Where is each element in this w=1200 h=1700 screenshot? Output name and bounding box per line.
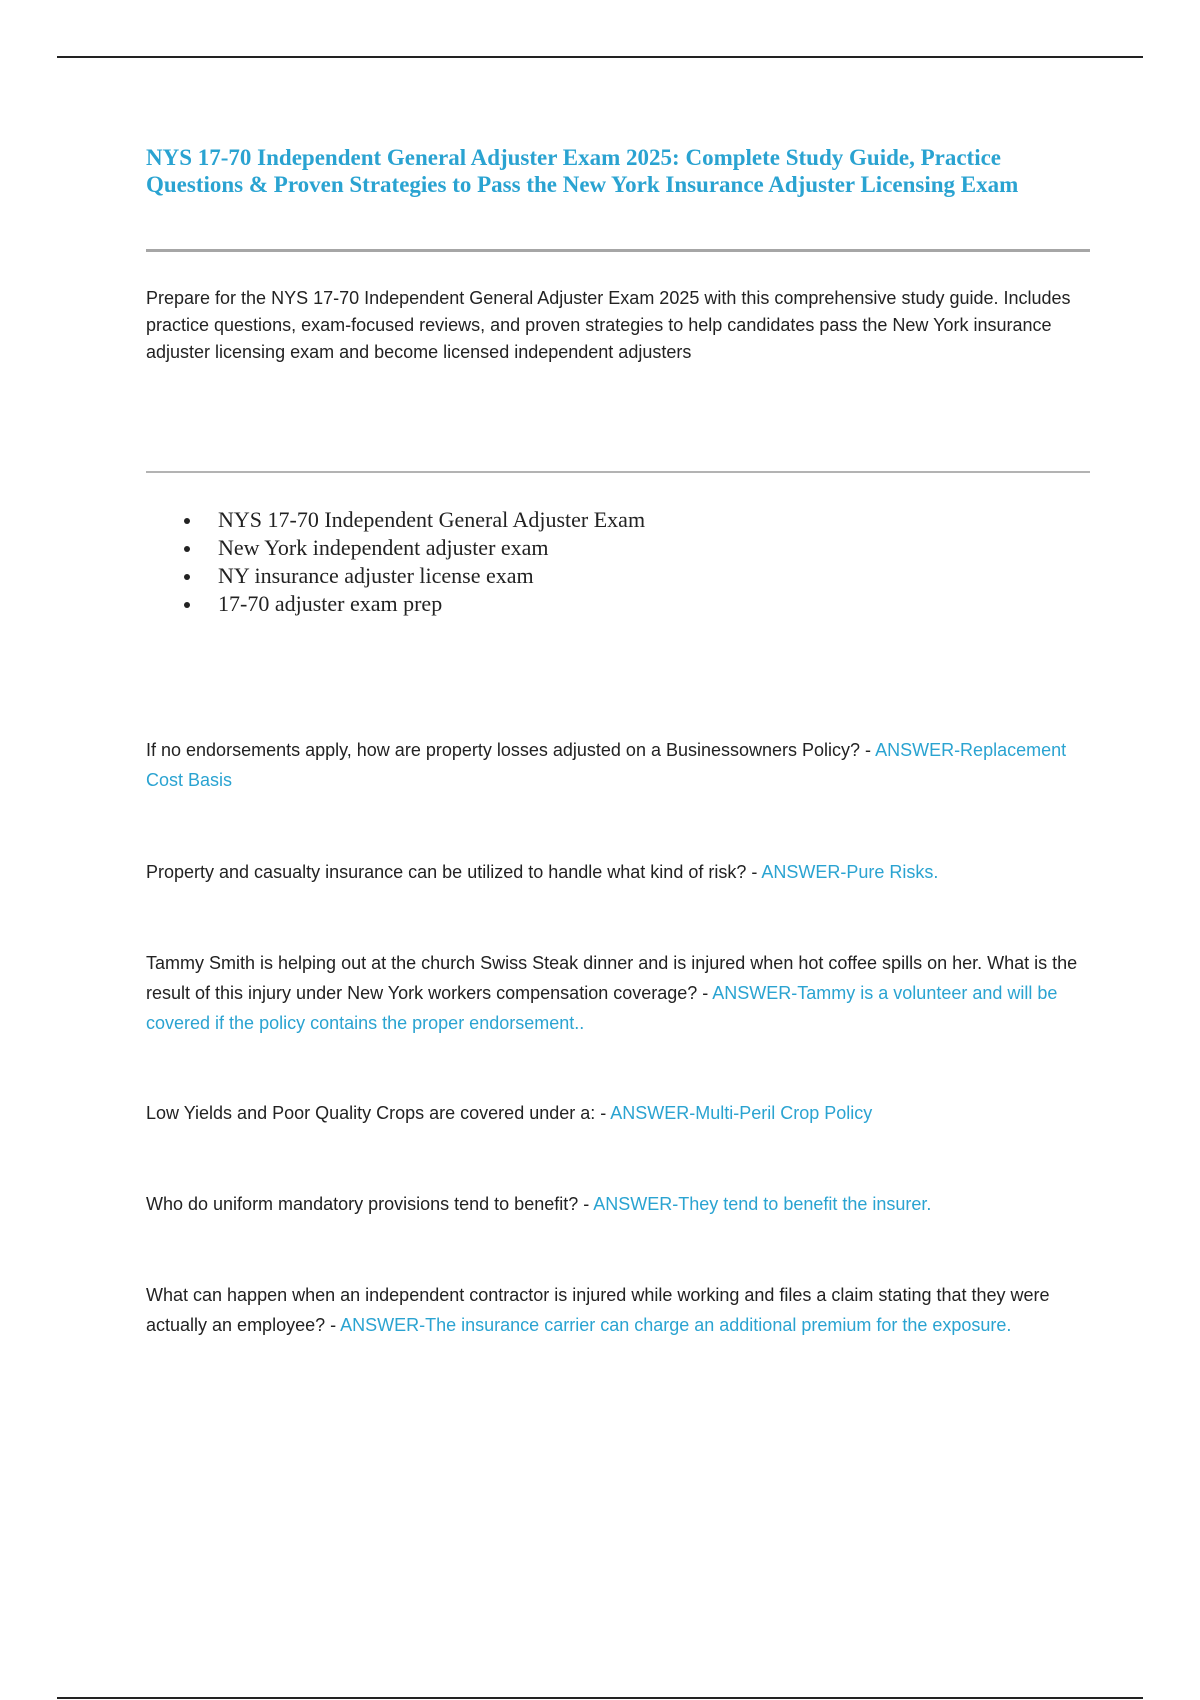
qa-item [146,1280,1090,1340]
qa-question: Property and casualty insurance can be utilized to handle what kind of risk? - [146,862,762,882]
page-top-rule [57,56,1143,58]
intro-paragraph: Prepare for the NYS 17-70 Independent General Adjuster Exam 2025 with this comprehensive study guide. Includes practice questions, exam-focused reviews, and proven strategies to help candidates pass the New York insurance adjuster licensing exam and become licensed independent adjusters [146,288,1071,362]
keyword-list [184,506,645,618]
keyword-item: New York independent adjuster exam [184,534,645,562]
qa-question: If no endorsements apply, how are property losses adjusted on a Businessowners Policy? - [146,740,876,760]
page-bottom-rule [57,1697,1143,1699]
qa-item [146,948,1090,1038]
qa-question: Low Yields and Poor Quality Crops are covered under a: - [146,1103,611,1123]
qa-item [146,857,1090,887]
qa-answer: ANSWER-Replacement Cost Basis [146,740,1067,790]
qa-item [146,1098,1090,1128]
qa-answer: ANSWER-Tammy is a volunteer and will be covered if the policy contains the proper endorsement.. [146,983,1058,1033]
qa-answer: ANSWER-Multi-Peril Crop Policy [610,1103,873,1123]
qa-question: What can happen when an independent contractor is injured while working and files a claim stating that they were actually an employee? - [146,1285,1050,1335]
qa-question: Who do uniform mandatory provisions tend to benefit? - [146,1194,594,1214]
qa-answer: ANSWER-Pure Risks. [761,862,939,882]
qa-item [146,1189,1090,1219]
qa-answer: ANSWER-The insurance carrier can charge an additional premium for the exposure. [340,1315,1012,1335]
keyword-item: 17-70 adjuster exam prep [184,590,645,618]
keyword-item: NYS 17-70 Independent General Adjuster Exam [184,506,645,534]
title-divider [146,249,1090,252]
qa-answer: ANSWER-They tend to benefit the insurer. [593,1194,932,1214]
document-title: NYS 17-70 Independent General Adjuster Exam 2025: Complete Study Guide, Practice Questions & Proven Strategies to Pass the New York Insurance Adjuster Licensing Exam [146,145,1019,197]
qa-item [146,735,1090,795]
qa-question: Tammy Smith is helping out at the church Swiss Steak dinner and is injured when hot coffee spills on her. What is the result of this injury under New York workers compensation coverage? - [146,953,1078,1003]
keyword-item: NY insurance adjuster license exam [184,562,645,590]
intro-divider [146,471,1090,473]
